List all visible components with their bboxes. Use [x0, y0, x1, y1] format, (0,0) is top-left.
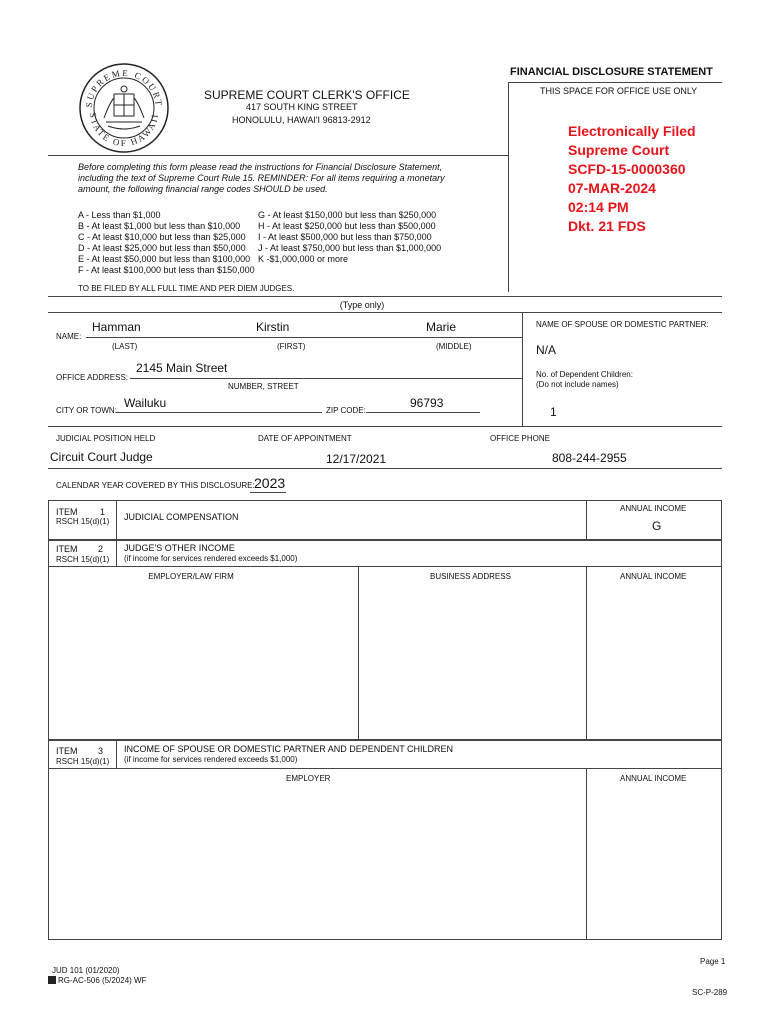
judicial-position-value[interactable]: Circuit Court Judge	[50, 450, 153, 464]
item-2-number: 2	[98, 544, 104, 554]
item-3-number: 3	[98, 746, 104, 756]
seal-top-text: SUPREME COURT	[83, 67, 165, 108]
first-name-value[interactable]: Kirstin	[256, 320, 290, 334]
item-1-income-value[interactable]: G	[652, 519, 662, 533]
dependents-value[interactable]: 1	[550, 405, 557, 419]
range-codes-right	[258, 210, 441, 265]
spouse-label: NAME OF SPOUSE OR DOMESTIC PARTNER:	[536, 320, 709, 329]
item-2-label: ITEM	[56, 544, 78, 554]
form-number: JUD 101 (01/2020)	[52, 966, 120, 975]
code-c: C - At least $10,000 but less than $25,000	[78, 232, 246, 242]
item-3-rule: RSCH 15(d)(1)	[56, 757, 110, 766]
zip-label: ZIP CODE:	[326, 406, 366, 415]
item-2-subtitle: (if income for services rendered exceeds $1,000)	[124, 554, 298, 563]
code-f: F - At least $100,000 but less than $150,000	[78, 265, 255, 275]
instructions-line-2: including the text of Supreme Court Rule 15. REMINDER: For all items requiring a monetary	[78, 173, 445, 183]
seal-bottom-text: STATE OF HAWAII	[87, 111, 161, 149]
item-2-col-business-address: BUSINESS ADDRESS	[430, 572, 511, 581]
stamp-line-2: Supreme Court	[568, 142, 670, 158]
zip-value[interactable]: 96793	[410, 396, 444, 410]
code-i: I - At least $500,000 but less than $750,000	[258, 232, 432, 242]
item-3-box	[48, 740, 722, 940]
name-label: NAME:	[56, 332, 82, 341]
item-2-col-annual-income: ANNUAL INCOME	[620, 572, 687, 581]
code-a: A - Less than $1,000	[78, 210, 161, 220]
item-1-income-label: ANNUAL INCOME	[620, 504, 687, 513]
stamp-line-5: 02:14 PM	[568, 199, 629, 215]
office-phone-value[interactable]: 808-244-2955	[552, 451, 627, 465]
dependents-label-1: No. of Dependent Children:	[536, 370, 633, 379]
item-3-col-annual-income: ANNUAL INCOME	[620, 774, 687, 783]
number-street-label: NUMBER, STREET	[228, 382, 299, 391]
filing-note: TO BE FILED BY ALL FULL TIME AND PER DIEM JUDGES.	[78, 284, 295, 293]
code-b: B - At least $1,000 but less than $10,000	[78, 221, 241, 231]
stamp-line-3: SCFD-15-0000360	[568, 161, 686, 177]
spouse-value[interactable]: N/A	[536, 343, 557, 357]
address-line-1: 417 SOUTH KING STREET	[246, 102, 358, 112]
code-e: E - At least $50,000 but less than $100,000	[78, 254, 251, 264]
stamp-line-4: 07-MAR-2024	[568, 180, 656, 196]
item-1-rule: RSCH 15(d)(1)	[56, 517, 110, 526]
efile-stamp	[568, 122, 696, 236]
item-2-box	[48, 540, 722, 740]
rg-form-number: RG-AC-506 (5/2024) WF	[58, 976, 147, 985]
city-value[interactable]: Wailuku	[124, 396, 167, 410]
item-3-col-employer: EMPLOYER	[286, 774, 331, 783]
item-3-title: INCOME OF SPOUSE OR DOMESTIC PARTNER AND DEPENDENT CHILDREN	[124, 744, 454, 754]
accessibility-icon	[48, 976, 56, 984]
item-1-title: JUDICIAL COMPENSATION	[124, 512, 239, 522]
middle-name-value[interactable]: Marie	[426, 320, 457, 334]
instructions	[78, 162, 445, 195]
middle-name-label: (MIDDLE)	[436, 342, 472, 351]
item-2-title: JUDGE'S OTHER INCOME	[124, 543, 235, 553]
appointment-date-value[interactable]: 12/17/2021	[326, 452, 387, 466]
page-number: Page 1	[700, 957, 726, 966]
form-title: FINANCIAL DISCLOSURE STATEMENT	[510, 66, 713, 78]
last-name-label: (LAST)	[112, 342, 138, 351]
office-name: SUPREME COURT CLERK'S OFFICE	[204, 88, 410, 102]
calendar-year-label: CALENDAR YEAR COVERED BY THIS DISCLOSURE:	[56, 481, 255, 490]
code-k: K -$1,000,000 or more	[258, 254, 349, 264]
range-codes-left	[78, 210, 255, 276]
dependents-label	[536, 370, 633, 390]
code-h: H - At least $250,000 but less than $500,000	[258, 221, 436, 231]
sc-form-number: SC-P-289	[692, 988, 728, 997]
item-3-subtitle: (if income for services rendered exceeds $1,000)	[124, 755, 298, 764]
code-j: J - At least $750,000 but less than $1,000,000	[258, 243, 442, 253]
office-address-value[interactable]: 2145 Main Street	[136, 361, 228, 375]
code-d: D - At least $25,000 but less than $50,000	[78, 243, 246, 253]
item-1-label: ITEM	[56, 507, 78, 517]
office-phone-label: OFFICE PHONE	[490, 434, 551, 443]
supreme-court-seal-icon	[78, 62, 170, 154]
item-2-col-employer: EMPLOYER/LAW FIRM	[148, 572, 234, 581]
appointment-date-label: DATE OF APPOINTMENT	[258, 434, 352, 443]
code-g: G - At least $150,000 but less than $250,000	[258, 210, 437, 220]
item-3-label: ITEM	[56, 746, 78, 756]
stamp-line-1: Electronically Filed	[568, 123, 696, 139]
instructions-line-3: amount, the following financial range codes SHOULD be used.	[78, 184, 328, 194]
office-use-label: THIS SPACE FOR OFFICE USE ONLY	[540, 86, 698, 96]
city-label: CITY OR TOWN:	[56, 406, 117, 415]
svg-text:STATE OF HAWAII	[88, 112, 160, 148]
type-only-label: (Type only)	[339, 300, 385, 310]
office-address-label: OFFICE ADDRESS:	[56, 373, 129, 382]
item-2-rule: RSCH 15(d)(1)	[56, 555, 110, 564]
judicial-position-label: JUDICIAL POSITION HELD	[56, 434, 156, 443]
stamp-line-6: Dkt. 21 FDS	[568, 218, 646, 234]
instructions-line-1: Before completing this form please read the instructions for Financial Disclosure Statement,	[78, 162, 443, 172]
dependents-label-2: (Do not include names)	[536, 380, 619, 389]
last-name-value[interactable]: Hamman	[92, 320, 141, 334]
first-name-label: (FIRST)	[277, 342, 306, 351]
address-line-2: HONOLULU, HAWAI'I 96813-2912	[232, 115, 371, 125]
calendar-year-value[interactable]: 2023	[254, 475, 286, 491]
item-1-number: 1	[100, 507, 106, 517]
